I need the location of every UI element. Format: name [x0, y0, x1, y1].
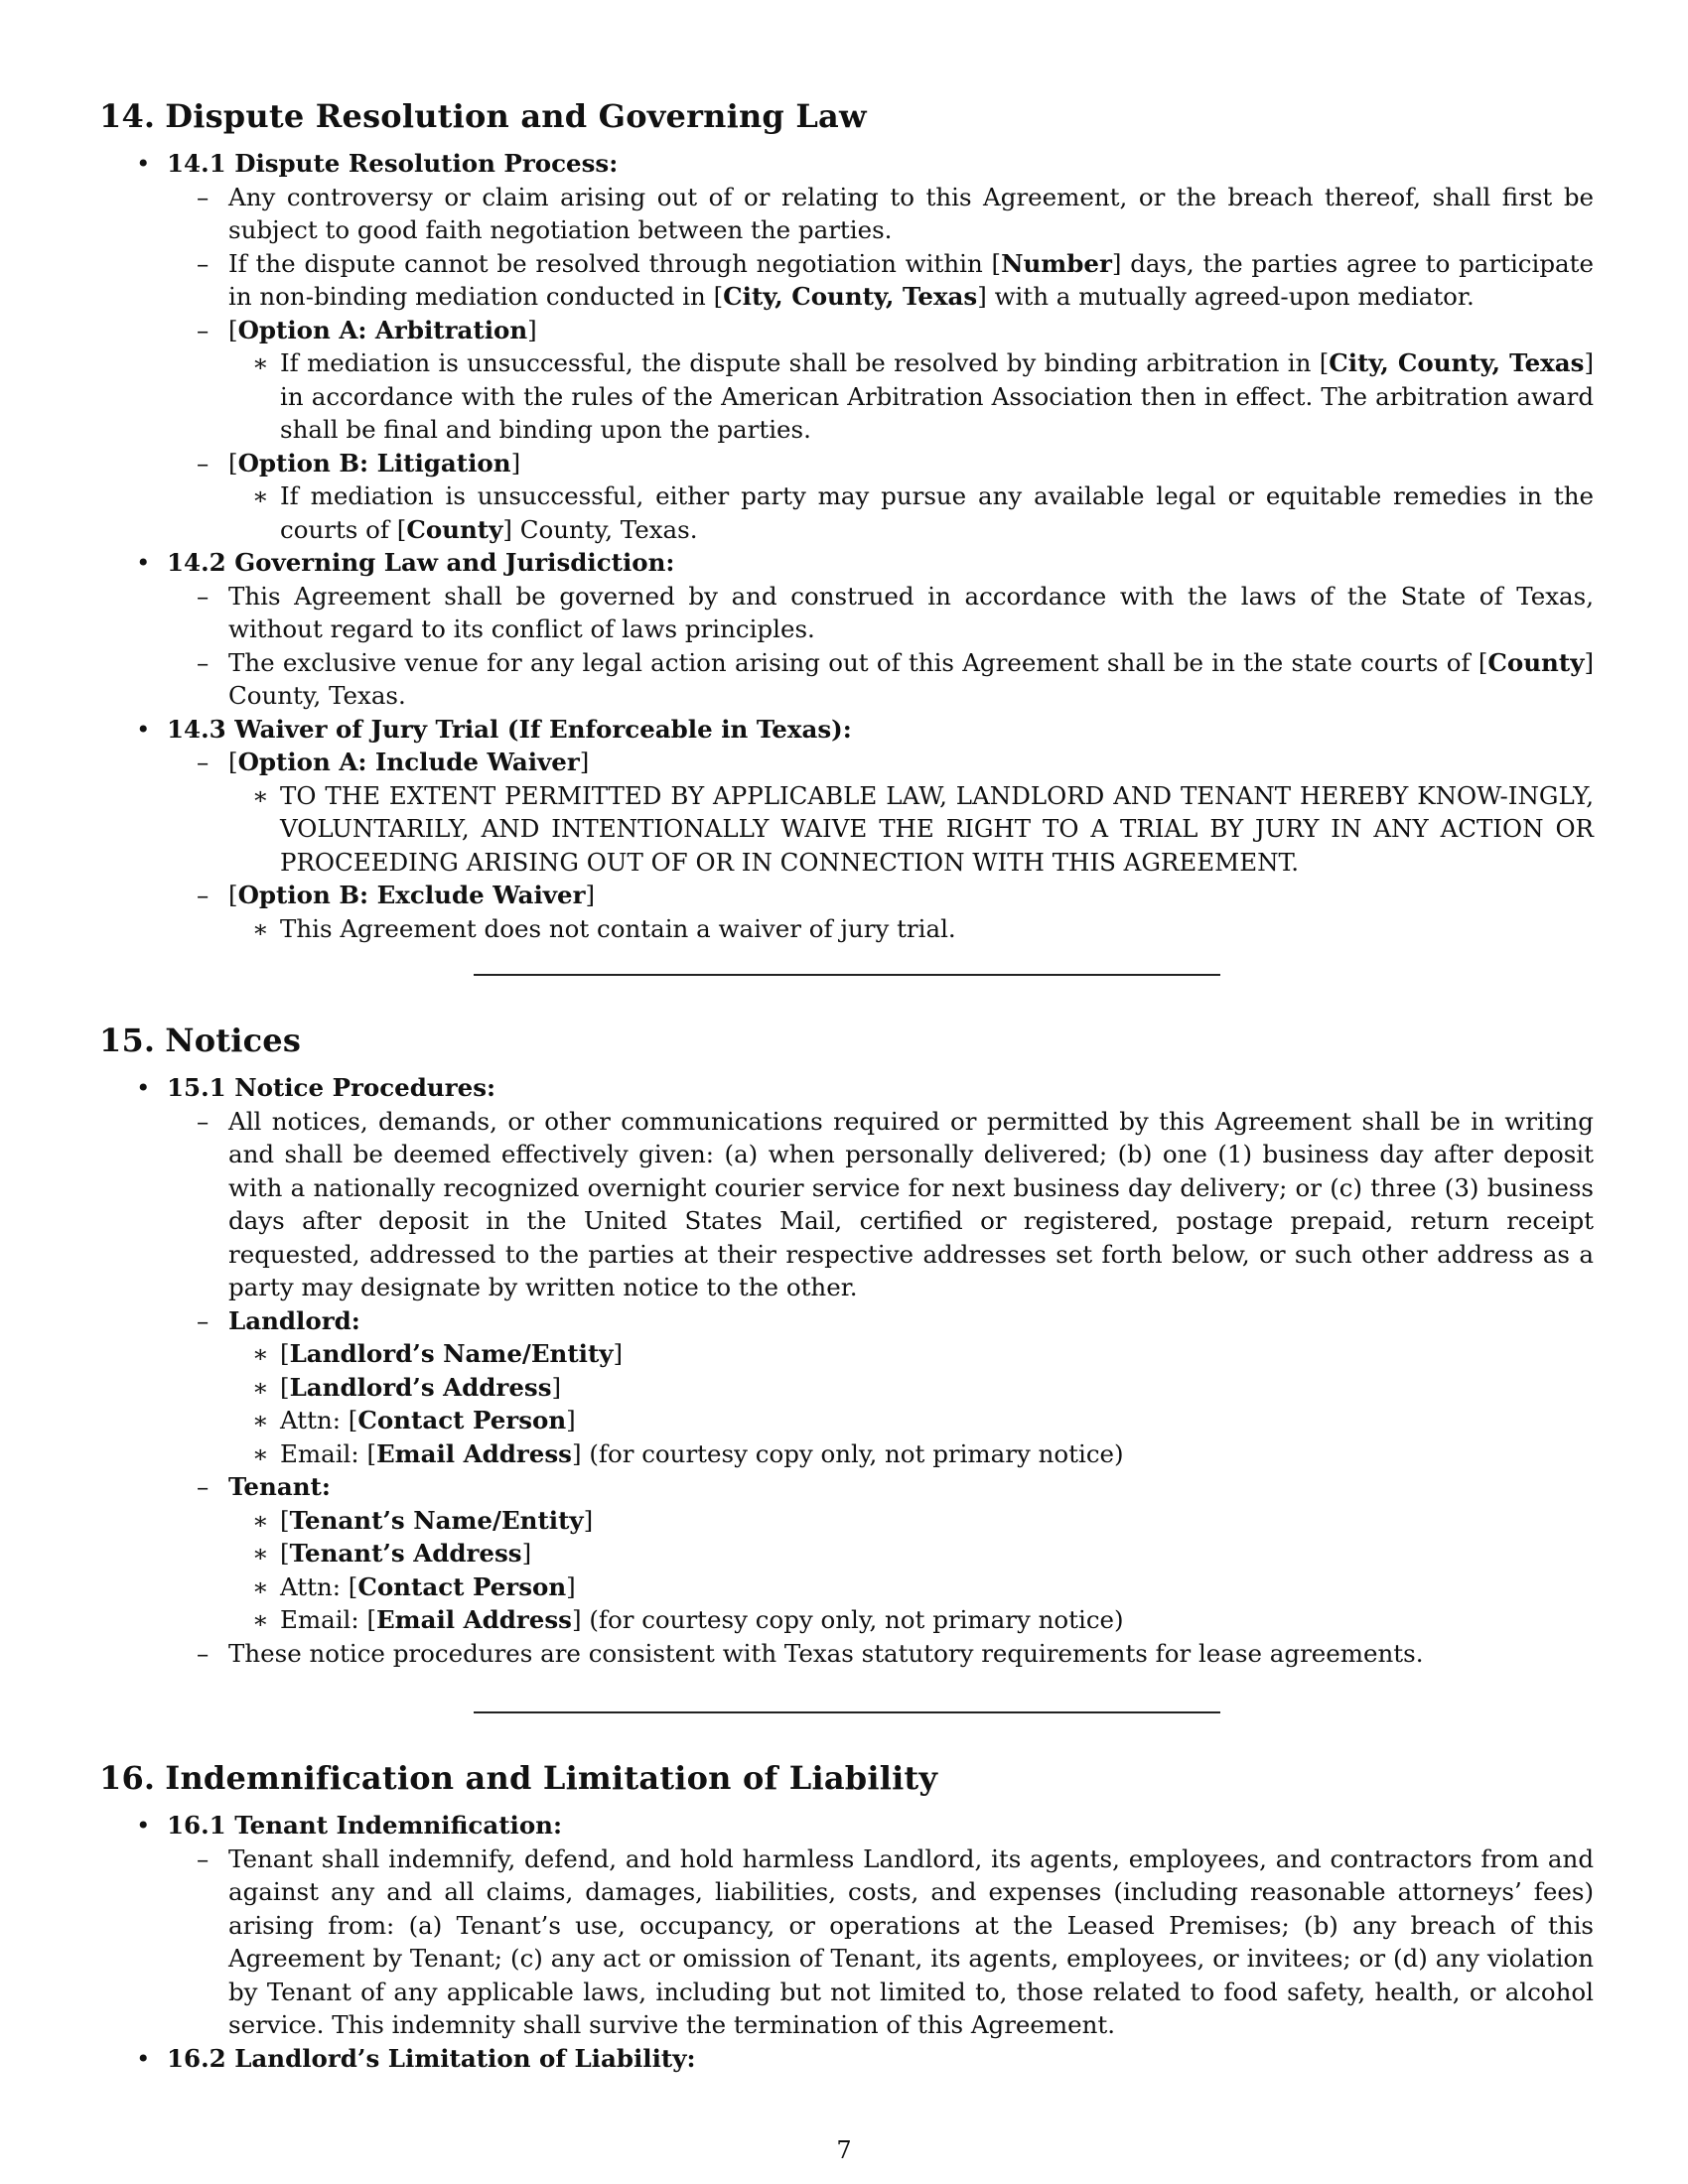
section-16-list — [99, 1809, 1594, 2075]
subsection-title: 14.1 Dispute Resolution Process: — [167, 149, 619, 178]
list-item: – [Option B: Exclude Waiver] ∗ This Agreement does not contain a waiver of jury trial. — [99, 879, 1594, 945]
section-16-heading: 16. Indemnification and Limitation of Liability — [99, 1759, 938, 1797]
list-item: – The exclusive venue for any legal action arising out of this Agreement shall be in the state courts of [County] County, Texas. — [197, 647, 1594, 710]
list-item: • 16.1 Tenant Indemnification: – Tenant shall indemnify, defend, and hold harmless Landlord, its agents, employees, and contractors from and against any and all claims, damages, liabilities, costs, and expenses (including reasonable attorneys’ fees) arising from: (a) Tenant’s use, occupancy, or operations at the Leased Premises; (b) any breach of this Agreement by Tenant; (c) any act or omission of Tenant, its agents, employees, or invitees; or (d) any violation by Tenant of any applicable laws, including but not limited to, those related to food safety, health, or alcohol service. This indemnity shall survive the termination of this Agreement. — [99, 1809, 1594, 2042]
section-14-heading: 14. Dispute Resolution and Governing Law — [99, 97, 867, 135]
list-item: ∗ If mediation is unsuccessful, the dispute shall be resolved by binding arbitration in [City, County, Texas] in accordance with the rules of the American Arbitration Association then in effect. The arbitration award shall be final and binding upon the parties. — [252, 348, 1594, 444]
list-item: ∗ This Agreement does not contain a waiver of jury trial. — [252, 913, 956, 943]
list-item: – This Agreement shall be governed by and construed in accordance with the laws of the State of Texas, without regard to its conflict of laws principles. — [197, 581, 1594, 643]
list-item: ∗ Attn: [Contact Person] — [252, 1406, 576, 1434]
list-item: ∗ TO THE EXTENT PERMITTED BY APPLICABLE LAW, LANDLORD AND TENANT HEREBY KNOW-INGLY, VOLUNTARILY, AND INTENTIONALLY WAIVE THE RIGHT TO A TRIAL BY JURY IN ANY ACTION OR PROCEEDING ARISING OUT OF OR IN CONNECTION WITH THIS AGREEMENT. — [252, 780, 1594, 877]
document-page — [99, 91, 1594, 2075]
subsection-title: 14.2 Governing Law and Jurisdiction: — [167, 548, 675, 577]
list-item: – Any controversy or claim arising out of or relating to this Agreement, or the breach thereof, shall first be subject to good faith negotiation between the parties. — [197, 182, 1594, 244]
subsection-title: 16.1 Tenant Indemnification: — [167, 1811, 563, 1840]
section-14-list — [99, 147, 1594, 945]
section-divider — [474, 1711, 1220, 1713]
subsection-title: 15.1 Notice Procedures: — [167, 1073, 496, 1102]
list-item: • 16.2 Landlord’s Limitation of Liability: — [136, 2043, 696, 2073]
list-item: ∗ [Tenant’s Address] — [252, 1539, 532, 1568]
list-item: – All notices, demands, or other communications required or permitted by this Agreement shall be in writing and shall be deemed effectively given: (a) when personally delivered; (b) one (1) business day after deposit with a nationally recognized overnight courier service for next business day delivery; or (c) three (3) business days after deposit in the United States Mail, certified or registered, postage prepaid, return receipt requested, addressed to the parties at their respective addresses set forth below, or such other address as a party may designate by written notice to the other. — [197, 1106, 1594, 1301]
list-item: – [Option A: Include Waiver] ∗ TO THE EXTENT PERMITTED BY APPLICABLE LAW, LANDLORD AND TENANT HEREBY KNOW-INGLY, VOLUNTARILY, AND INTENTIONALLY WAIVE THE RIGHT TO A TRIAL BY JURY IN ANY ACTION OR PROCEEDING ARISING OUT OF OR IN CONNECTION WITH THIS AGREEMENT. — [99, 746, 1594, 879]
list-item: • 15.1 Notice Procedures: – All notices, demands, or other communications required or permitted by this Agreement shall be in writing and shall be deemed effectively given: (a) when personally delivered; (b) one (1) business day after deposit with a nationally recognized overnight courier service for next business day delivery; or (c) three (3) business days after deposit in the United States Mail, certified or registered, postage prepaid, return receipt requested, addressed to the parties at their respective addresses set forth below, or such other address as a party may designate by written notice to the other. – Landlord: ∗ [Landlord’s Name/Entity] ∗ [Landlord’s Address] ∗ Attn: [Contact Person] ∗ Email: [Email Address] (for courtesy copy only, not primary notice) – Tenant: ∗ [Tenant’s Name/Entity] ∗ [Tenant’s Address] ∗ Attn: [Contact Person] ∗ Email: [Email Address] (for courtesy copy only, not primary notice) – These notice procedures are consistent with Texas statutory requirements for lease agreements. — [99, 1071, 1594, 1670]
page-number: 7 — [836, 2136, 852, 2164]
list-item: – Tenant: ∗ [Tenant’s Name/Entity] ∗ [Tenant’s Address] ∗ Attn: [Contact Person] ∗ Email: [Email Address] (for courtesy copy only, not primary notice) — [99, 1470, 1594, 1637]
list-item: – Landlord: ∗ [Landlord’s Name/Entity] ∗ [Landlord’s Address] ∗ Attn: [Contact Person] ∗ Email: [Email Address] (for courtesy copy only, not primary notice) — [99, 1304, 1594, 1471]
list-item: ∗ [Landlord’s Name/Entity] — [252, 1339, 624, 1368]
list-item: – [Option B: Litigation] ∗ If mediation is unsuccessful, either party may pursue any available legal or equitable remedies in the courts of [County] County, Texas. — [99, 447, 1594, 547]
list-item: • 14.1 Dispute Resolution Process: – Any controversy or claim arising out of or relating to this Agreement, or the breach thereof, shall first be subject to good faith negotiation between the parties. – If the dispute cannot be resolved through negotiation within [Number] days, the parties agree to participate in non-binding mediation conducted in [City, County, Texas] with a mutually agreed-upon mediator. – [Option A: Arbitration] ∗ If mediation is unsuccessful, the dispute shall be resolved by binding arbitration in [City, County, Texas] in accordance with the rules of the American Arbitration Association then in effect. The arbitration award shall be final and binding upon the parties. – [Option B: Litigation] ∗ If mediation is unsuccessful, either party may pursue any available legal or equitable remedies in the courts of [County] County, Texas. — [99, 147, 1594, 546]
section-15-list — [99, 1071, 1594, 1670]
list-item: ∗ Email: [Email Address] (for courtesy copy only, not primary notice) — [252, 1438, 1124, 1468]
subsection-title: 14.3 Waiver of Jury Trial (If Enforceable in Texas): — [167, 714, 852, 744]
list-item: ∗ Attn: [Contact Person] — [252, 1571, 576, 1601]
list-item: ∗ If mediation is unsuccessful, either party may pursue any available legal or equitable remedies in the courts of [County] County, Texas. — [252, 481, 1594, 544]
section-divider — [474, 974, 1220, 976]
list-item: – If the dispute cannot be resolved through negotiation within [Number] days, the parties agree to participate in non-binding mediation conducted in [City, County, Texas] with a mutually agreed-upon mediator. — [197, 248, 1595, 311]
list-item: ∗ [Landlord’s Address] — [252, 1372, 562, 1402]
list-item: ∗ [Tenant’s Name/Entity] — [252, 1505, 594, 1535]
list-item: – [Option A: Arbitration] ∗ If mediation is unsuccessful, the dispute shall be resolved by binding arbitration in [City, County, Texas] in accordance with the rules of the American Arbitration Association then in effect. The arbitration award shall be final and binding upon the parties. — [99, 314, 1594, 447]
subsection-title: 16.2 Landlord’s Limitation of Liability: — [167, 2043, 696, 2073]
section-15-heading: 15. Notices — [99, 1022, 302, 1059]
list-item: • 14.2 Governing Law and Jurisdiction: – This Agreement shall be governed by and construed in accordance with the laws of the State of Texas, without regard to its conflict of laws principles. – The exclusive venue for any legal action arising out of this Agreement shall be in the state courts of [County] County, Texas. — [99, 546, 1594, 713]
list-item: – Tenant shall indemnify, defend, and hold harmless Landlord, its agents, employees, and contractors from and against any and all claims, damages, liabilities, costs, and expenses (including reasonable attorneys’ fees) arising from: (a) Tenant’s use, occupancy, or operations at the Leased Premises; (b) any breach of this Agreement by Tenant; (c) any act or omission of Tenant, its agents, employees, or invitees; or (d) any violation by Tenant of any applicable laws, including but not limited to, those related to food safety, health, or alcohol service. This indemnity shall survive the termination of this Agreement. — [197, 1843, 1594, 2039]
list-item: ∗ Email: [Email Address] (for courtesy copy only, not primary notice) — [252, 1605, 1124, 1634]
list-item: • 14.3 Waiver of Jury Trial (If Enforceable in Texas): – [Option A: Include Waiver] ∗ TO THE EXTENT PERMITTED BY APPLICABLE LAW, LANDLORD AND TENANT HEREBY KNOW-INGLY, VOLUNTARILY, AND INTENTIONALLY WAIVE THE RIGHT TO A TRIAL BY JURY IN ANY ACTION OR PROCEEDING ARISING OUT OF OR IN CONNECTION WITH THIS AGREEMENT. – [Option B: Exclude Waiver] ∗ This Agreement does not contain a waiver of jury trial. — [99, 713, 1594, 946]
list-item: – These notice procedures are consistent with Texas statutory requirements for lease agreements. — [197, 1638, 1424, 1668]
